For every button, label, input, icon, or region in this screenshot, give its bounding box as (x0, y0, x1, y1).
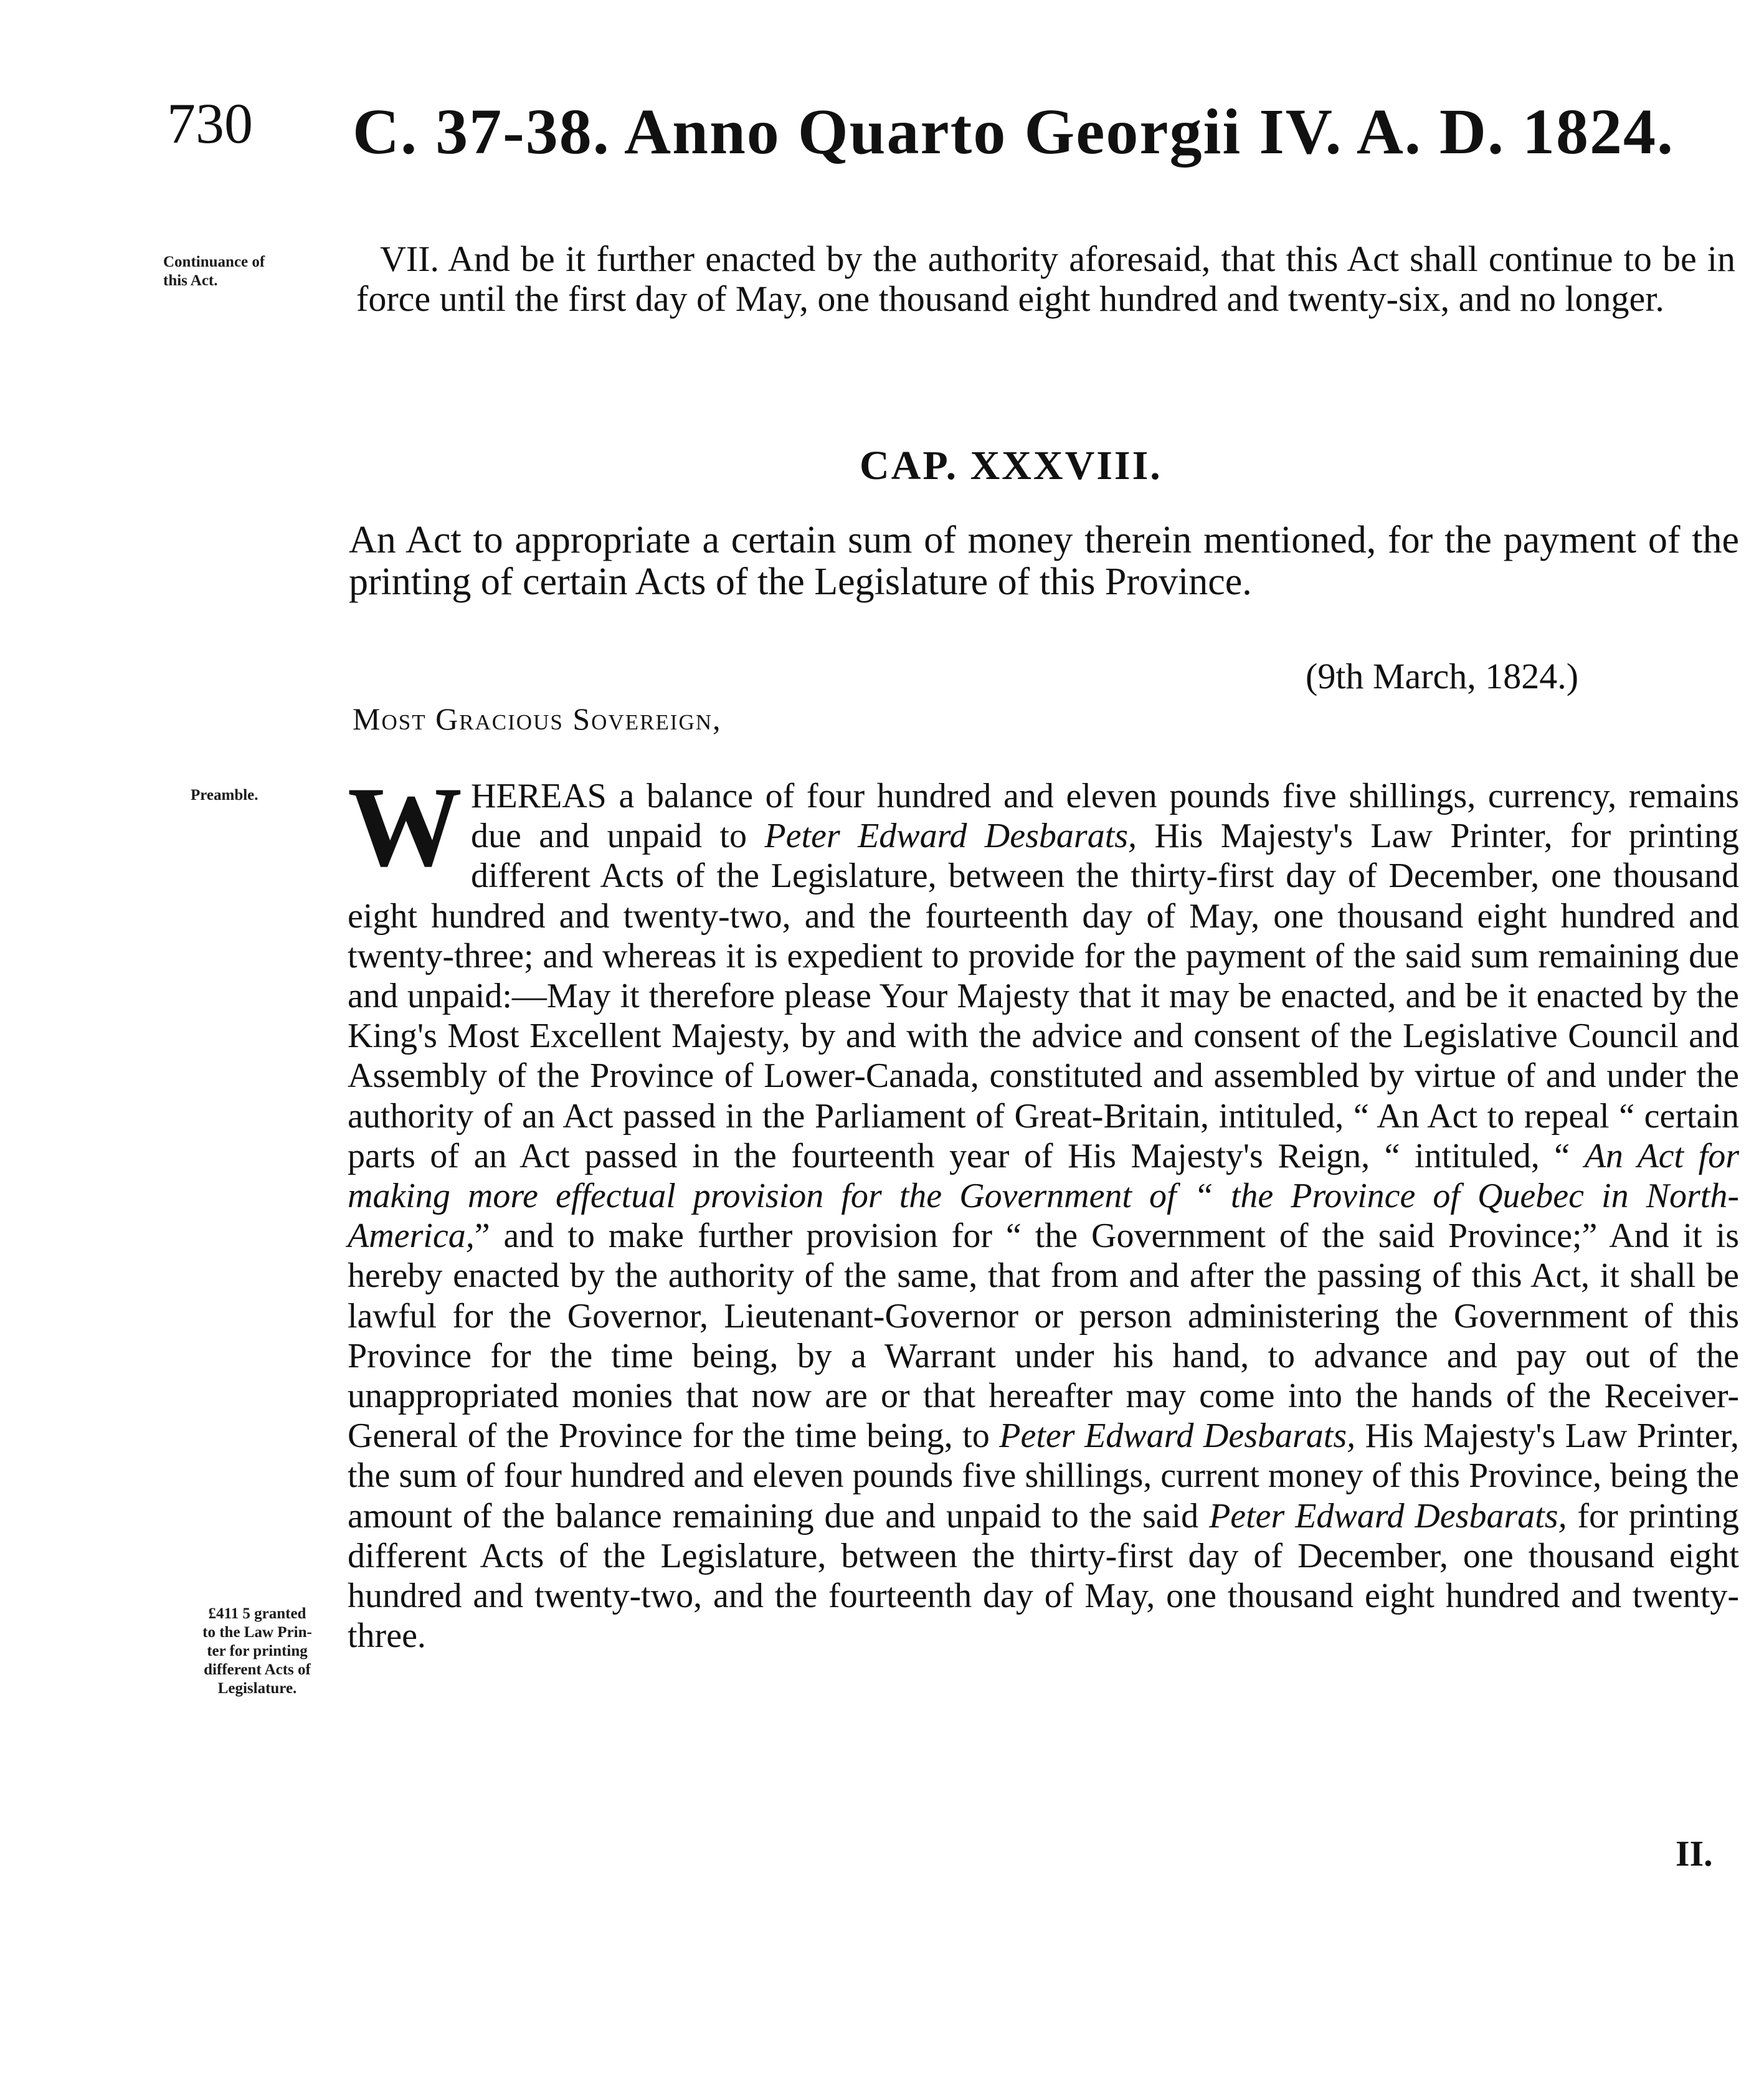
margin-note-continuance: Continuance of this Act. (163, 254, 265, 289)
drop-cap: W (348, 763, 462, 890)
section-vii-text: VII. And be it further enacted by the authority aforesaid, that this Act shall continue to be in force until the first day of May, one thousand eight hundred and twenty-six, and no longer. (356, 239, 1735, 319)
act-title: An Act to appropriate a certain sum of money therein mentioned, for the payment of the printing of certain Acts of the Legislature of this Province. (349, 519, 1739, 603)
name-desbarats-2: Peter Edward Desbarats, (999, 1417, 1356, 1456)
margin-note-granted: £411 5 granted to the Law Prin- ter for printing different Acts of Legislature. (202, 1605, 312, 1697)
catchword: II. (1676, 1833, 1713, 1874)
preamble-text-5: for printing different Acts of the Legislature, between the thirty-first day of December, one thousand eight hundred and twenty-two, and the fourteenth day of May, one thousand eight hundred and twenty-three. (348, 1496, 1739, 1656)
page-number: 730 (167, 92, 253, 155)
preamble-text-2: His Majesty's Law Printer, for printing different Acts of the Legislature, between the thirty-first day of December, one thousand eight hundred and twenty-two, and the fourteenth day of May, one thousand eight hundred and twenty-three; and whereas it is expedient to provide for the payment of the said sum remaining due and unpaid:—May it therefore please Your Majesty that it may be enacted, and be it enacted by the King's Most Excellent Majesty, by and with the advice and consent of the Legislative Council and Assembly of the Province of Lower-Canada, constituted and assembled by virtue of and under the authority of an Act passed in the Parliament of Great-Britain, intituled, “ An Act to repeal “ certain parts of an Act passed in the fourteenth year of His Majesty's Reign, “ intituled, “ (348, 817, 1740, 1175)
chapter-title: CAP. XXXVIII. (860, 443, 1162, 488)
running-head: C. 37-38. Anno Quarto Georgii IV. A. D. 1824. (353, 96, 1674, 168)
preamble-paragraph (348, 763, 1740, 1656)
preamble-text-3: ” and to make further provision for “ the Government of the said Province;” And it is hereby enacted by the authority of the same, that from and after the passing of this Act, it shall be lawful for the Governor, Lieutenant-Governor or person administering the Government of this Province for the time being, by a Warrant under his hand, to advance and pay out of the unappropriated monies that now are or that hereafter may come into the hands of the Receiver-General of the Province for the time being, to (348, 1217, 1739, 1456)
preamble-text-1: HEREAS a balance of four hundred and eleven pounds five shillings, currency, remains due and unpaid to (471, 777, 1739, 856)
name-desbarats-3: Peter Edward Desbarats, (1209, 1496, 1567, 1535)
act-reference: An Act for making more effectual provision for the Government of “ the Province of Quebec in North-America, (348, 1136, 1739, 1256)
name-desbarats-1: Peter Edward Desbarats, (764, 817, 1137, 856)
salutation: Most Gracious Sovereign, (353, 701, 722, 736)
act-date: (9th March, 1824.) (1306, 656, 1579, 696)
margin-note-preamble: Preamble. (191, 787, 258, 804)
preamble-text-4: His Majesty's Law Printer, the sum of four hundred and eleven pounds five shillings, current money of this Province, being the amount of the balance remaining due and unpaid to the said (348, 1417, 1740, 1535)
